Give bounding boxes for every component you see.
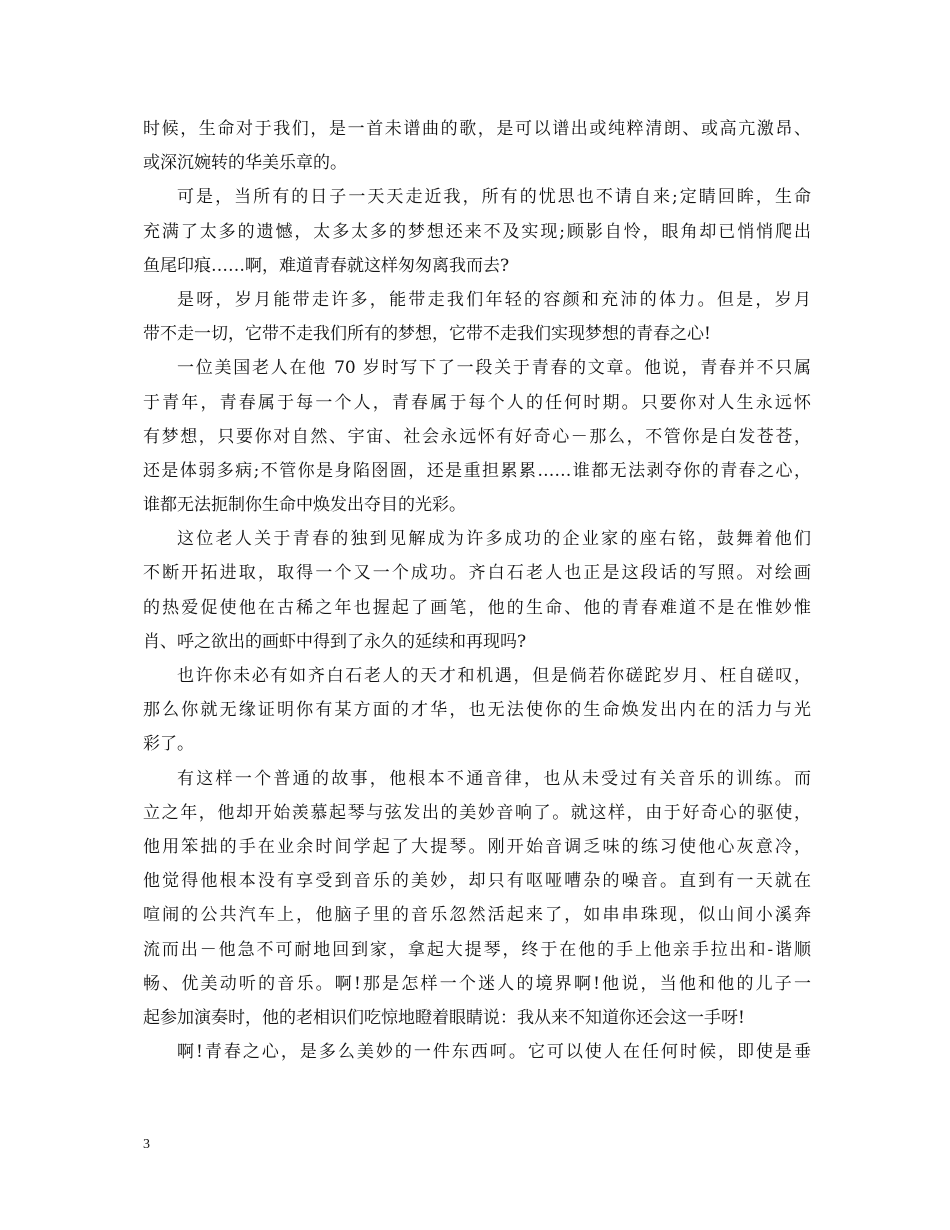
text-line: 彩了。	[143, 734, 194, 755]
text-line: 或深沉婉转的华美乐章的。	[143, 153, 347, 174]
text-line: 他觉得他根本没有享受到音乐的美妙，却只有呕哑嘈杂的噪音。直到有一天就在	[143, 871, 811, 892]
text-line: 时候，生命对于我们，是一首未谱曲的歌，是可以谱出或纯粹清朗、或高亢激昂、	[143, 119, 811, 139]
text-line: 一位美国老人在他 70 岁时写下了一段关于青春的文章。他说，青春并不只属	[177, 358, 811, 379]
page-number: 3	[143, 1137, 150, 1152]
text-line: 畅、优美动听的音乐。啊!那是怎样一个迷人的境界啊!他说，当他和他的儿子一	[143, 973, 811, 994]
text-line: 不断开拓进取，取得一个又一个成功。齐白石老人也正是这段话的写照。对绘画	[143, 563, 811, 584]
text-line: 有梦想，只要你对自然、宇宙、社会永远怀有好奇心－那么，不管你是白发苍苍，	[143, 426, 811, 447]
text-line: 谁都无法扼制你生命中焕发出夺目的光彩。	[143, 495, 466, 516]
text-line: 可是，当所有的日子一天天走近我，所有的忧思也不请自来;定睛回眸，生命	[177, 187, 811, 208]
text-line: 那么你就无缘证明你有某方面的才华，也无法使你的生命焕发出内在的活力与光	[143, 700, 811, 721]
text-line: 啊!青春之心，是多么美妙的一件东西呵。它可以使人在任何时候，即使是垂	[177, 1042, 811, 1063]
text-line: 喧闹的公共汽车上，他脑子里的音乐忽然活起来了，如串串珠现，似山间小溪奔	[143, 905, 811, 926]
text-line: 还是体弱多病;不管你是身陷囹圄，还是重担累累……谁都无法剥夺你的青春之心，	[143, 460, 811, 481]
text-line: 肖、呼之欲出的画虾中得到了永久的延续和再现吗?	[143, 631, 527, 652]
text-line: 于青年，青春属于每一个人，青春属于每个人的任何时期。只要你对人生永远怀	[143, 392, 811, 413]
text-line: 的热爱促使他在古稀之年也握起了画笔，他的生命、他的青春难道不是在惟妙惟	[143, 597, 811, 618]
text-line: 带不走一切，它带不走我们所有的梦想，它带不走我们实现梦想的青春之心!	[143, 324, 711, 345]
text-line: 鱼尾印痕……啊，难道青春就这样匆匆离我而去?	[143, 255, 510, 276]
text-line: 有这样一个普通的故事，他根本不通音律，也从未受过有关音乐的训练。而	[177, 768, 811, 789]
document-body	[143, 112, 811, 1069]
text-line: 也许你未必有如齐白石老人的天才和机遇，但是倘若你磋跎岁月、枉自磋叹，	[177, 666, 811, 686]
text-line: 起参加演奏时，他的老相识们吃惊地瞪着眼睛说：我从来不知道你还会这一手呀!	[143, 1007, 745, 1028]
text-line: 充满了太多的遗憾，太多太多的梦想还来不及实现;顾影自怜，眼角却已悄悄爬出	[143, 221, 811, 242]
text-line: 是呀，岁月能带走许多，能带走我们年轻的容颜和充沛的体力。但是，岁月	[177, 289, 811, 310]
text-line: 他用笨拙的手在业余时间学起了大提琴。刚开始音调乏味的练习使他心灰意冷，	[143, 836, 811, 857]
text-line: 流而出－他急不可耐地回到家，拿起大提琴，终于在他的手上他亲手拉出和-谐顺	[143, 939, 811, 960]
text-line: 这位老人关于青春的独到见解成为许多成功的企业家的座右铭，鼓舞着他们	[177, 529, 811, 550]
text-line: 立之年，他却开始羡慕起琴与弦发出的美妙音响了。就这样，由于好奇心的驱使，	[143, 802, 811, 823]
